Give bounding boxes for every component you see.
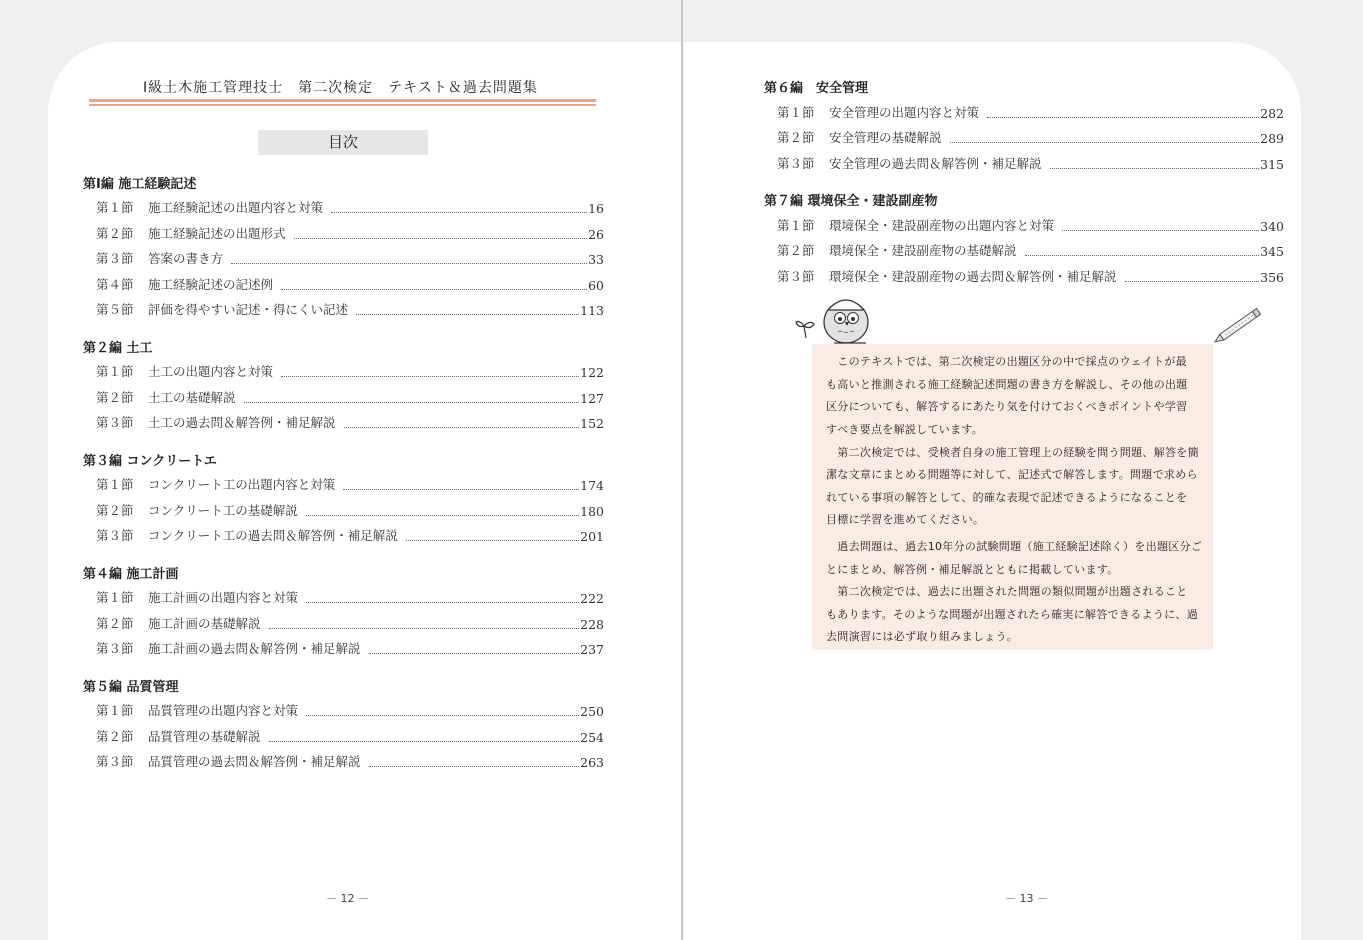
section-number: 第３節: [96, 251, 134, 266]
note-text-line: 第二次検定では、受検者自身の施工管理上の経験を問う問題、解答を簡: [826, 446, 1199, 459]
toc-entry[interactable]: [96, 752, 604, 770]
title-underline: [89, 99, 596, 102]
note-text-line: 区分についても、解答するにあたり気を付けておくべきポイントや学習: [826, 400, 1188, 413]
page-ref: 237: [580, 642, 604, 657]
section-title: 施工経験記述の出題形式: [148, 226, 286, 241]
note-text-line: 目標に学習を進めてください。: [826, 513, 985, 526]
toc-entry[interactable]: [96, 639, 604, 657]
book-title: Ⅰ級土木施工管理技士 第二次検定 テキスト＆過去問題集: [143, 80, 538, 96]
page-ref: 60: [588, 278, 604, 293]
section-title: 施工計画の過去問＆解答例・補足解説: [148, 641, 361, 656]
section-title: 施工計画の出題内容と対策: [148, 590, 299, 605]
note-text-line: とにまとめ、解答例・補足解説とともに掲載しています。: [826, 563, 1119, 576]
page-ref: 315: [1260, 157, 1284, 172]
page-ref: 356: [1260, 270, 1284, 285]
section-number: 第１節: [777, 105, 815, 120]
section-title: 安全管理の過去問＆解答例・補足解説: [829, 156, 1042, 171]
section-number: 第１節: [777, 218, 815, 233]
section-title: 施工計画の基礎解説: [148, 616, 261, 631]
section-title: 環境保全・建設副産物の基礎解説: [829, 243, 1017, 258]
section-title: コンクリート工の過去問＆解答例・補足解説: [148, 528, 398, 543]
dot-leader: [331, 212, 587, 213]
toc-entry[interactable]: [96, 224, 604, 242]
dot-leader: [281, 376, 579, 377]
page-ref: 201: [580, 529, 604, 544]
toc-entry[interactable]: [777, 267, 1284, 285]
page-ref: 254: [580, 730, 604, 745]
dot-leader: [1050, 168, 1260, 169]
section-title: 品質管理の基礎解説: [148, 729, 261, 744]
note-text-line: 去問演習には必ず取り組みましょう。: [826, 630, 1019, 643]
section-title: 評価を得やすい記述・得にくい記述: [148, 302, 349, 317]
page-ref: 122: [580, 365, 604, 380]
dot-leader: [369, 766, 580, 767]
section-number: 第１節: [96, 703, 134, 718]
section-number: 第１節: [96, 477, 134, 492]
note-text-line: れている事項の解答として、的確な表現で記述できるようになることを: [826, 491, 1188, 504]
page-ref: 263: [580, 755, 604, 770]
toc-entry[interactable]: [96, 413, 604, 431]
toc-entry[interactable]: [96, 588, 604, 606]
section-number: 第２節: [96, 390, 134, 405]
part-title: 第２編 土工: [83, 341, 153, 356]
toc-entry[interactable]: [96, 249, 604, 267]
toc-entry[interactable]: [96, 501, 604, 519]
toc-entry[interactable]: [777, 216, 1284, 234]
note-text-line: 潔な文章にまとめる問題等に対して、記述式で解答します。問題で求めら: [826, 468, 1198, 481]
toc-entry[interactable]: [96, 275, 604, 293]
section-number: 第１節: [96, 590, 134, 605]
toc-entry[interactable]: [777, 128, 1284, 146]
toc-entry[interactable]: [96, 727, 604, 745]
page-ref: 26: [588, 227, 604, 242]
page-number-left: － 12 －: [326, 892, 369, 905]
dot-leader: [344, 427, 580, 428]
section-title: 施工経験記述の出題内容と対策: [148, 200, 324, 215]
dot-leader: [950, 142, 1260, 143]
page-ref: 113: [580, 303, 604, 318]
page-ref: 228: [580, 617, 604, 632]
section-title: 土工の基礎解説: [148, 390, 236, 405]
page-ref: 345: [1260, 244, 1284, 259]
section-title: 品質管理の出題内容と対策: [148, 703, 299, 718]
section-title: 安全管理の基礎解説: [829, 130, 942, 145]
section-number: 第５節: [96, 302, 134, 317]
pencil-icon: [1212, 303, 1268, 347]
toc-heading: 目次: [258, 130, 428, 155]
dot-leader: [1025, 255, 1260, 256]
note-text-line: 第二次検定では、過去に出題された問題の類似問題が出題されること: [826, 585, 1188, 598]
section-title: 環境保全・建設副産物の過去問＆解答例・補足解説: [829, 269, 1117, 284]
dot-leader: [1125, 281, 1260, 282]
dot-leader: [281, 289, 587, 290]
page-ref: 282: [1260, 106, 1284, 121]
toc-entry[interactable]: [96, 300, 604, 318]
section-title: 安全管理の出題内容と対策: [829, 105, 980, 120]
page-ref: 16: [588, 201, 604, 216]
page-ref: 174: [580, 478, 604, 493]
section-number: 第２節: [96, 226, 134, 241]
toc-entry[interactable]: [96, 388, 604, 406]
toc-entry[interactable]: [777, 154, 1284, 172]
section-title: 答案の書き方: [148, 251, 224, 266]
part-title: 第４編 施工計画: [83, 567, 179, 582]
section-number: 第２節: [96, 503, 134, 518]
section-number: 第１節: [96, 200, 134, 215]
owl-mascot-icon: [790, 290, 880, 346]
section-title: 施工経験記述の記述例: [148, 277, 274, 292]
note-text-line: このテキストでは、第二次検定の出題区分の中で採点のウェイトが最: [826, 355, 1187, 368]
spread-gutter: [681, 0, 683, 940]
toc-entry[interactable]: [777, 241, 1284, 259]
page-ref: 340: [1260, 219, 1284, 234]
dot-leader: [369, 653, 580, 654]
toc-entry[interactable]: [96, 362, 604, 380]
dot-leader: [306, 715, 579, 716]
part-title: 第７編 環境保全・建設副産物: [764, 194, 938, 209]
dot-leader: [306, 602, 579, 603]
toc-entry[interactable]: [96, 701, 604, 719]
page-ref: 33: [588, 252, 604, 267]
page-number-right: － 13 －: [1005, 892, 1048, 905]
section-title: コンクリート工の出題内容と対策: [148, 477, 336, 492]
dot-leader: [244, 402, 580, 403]
section-title: 品質管理の過去問＆解答例・補足解説: [148, 754, 361, 769]
dot-leader: [987, 117, 1259, 118]
section-title: 土工の過去問＆解答例・補足解説: [148, 415, 336, 430]
dot-leader: [356, 314, 579, 315]
note-text-line: 過去問題は、過去10年分の試験問題（施工経験記述除く）を出題区分ご: [826, 540, 1203, 553]
note-text-line: も高いと推測される施工経験記述問題の書き方を解説し、その他の出題: [826, 378, 1188, 391]
section-number: 第３節: [96, 754, 134, 769]
page-ref: 180: [580, 504, 604, 519]
page-ref: 152: [580, 416, 604, 431]
dot-leader: [269, 741, 580, 742]
page-ref: 222: [580, 591, 604, 606]
dot-leader: [231, 263, 587, 264]
section-number: 第３節: [777, 156, 815, 171]
section-title: コンクリート工の基礎解説: [148, 503, 298, 518]
note-text-line: もあります。そのような問題が出題されたら確実に解答できるように、過: [826, 608, 1199, 621]
page-ref: 289: [1260, 131, 1284, 146]
page-ref: 127: [580, 391, 604, 406]
part-title: 第Ⅰ編 施工経験記述: [83, 177, 197, 192]
dot-leader: [343, 489, 579, 490]
title-underline-secondary: [89, 104, 596, 106]
section-number: 第３節: [96, 641, 134, 656]
section-number: 第３節: [777, 269, 815, 284]
dot-leader: [269, 628, 580, 629]
section-number: 第２節: [96, 616, 134, 631]
toc-entry[interactable]: [96, 526, 604, 544]
part-title: 第５編 品質管理: [83, 680, 179, 695]
toc-entry[interactable]: [96, 614, 604, 632]
section-number: 第４節: [96, 277, 134, 292]
section-title: 環境保全・建設副産物の出題内容と対策: [829, 218, 1055, 233]
part-title: 第６編 安全管理: [764, 81, 869, 96]
section-number: 第２節: [777, 243, 815, 258]
toc-entry[interactable]: [777, 103, 1284, 121]
dot-leader: [406, 540, 579, 541]
toc-entry[interactable]: [96, 475, 604, 493]
section-number: 第２節: [777, 130, 815, 145]
dot-leader: [294, 238, 588, 239]
toc-entry[interactable]: [96, 198, 604, 216]
dot-leader: [1062, 230, 1259, 231]
section-number: 第２節: [96, 729, 134, 744]
section-number: 第１節: [96, 364, 134, 379]
part-title: 第３編 コンクリートエ: [83, 454, 217, 469]
page-ref: 250: [580, 704, 604, 719]
section-number: 第３節: [96, 528, 134, 543]
note-text-line: すべき要点を解説しています。: [826, 423, 984, 436]
section-title: 土工の出題内容と対策: [148, 364, 274, 379]
dot-leader: [306, 515, 579, 516]
section-number: 第３節: [96, 415, 134, 430]
